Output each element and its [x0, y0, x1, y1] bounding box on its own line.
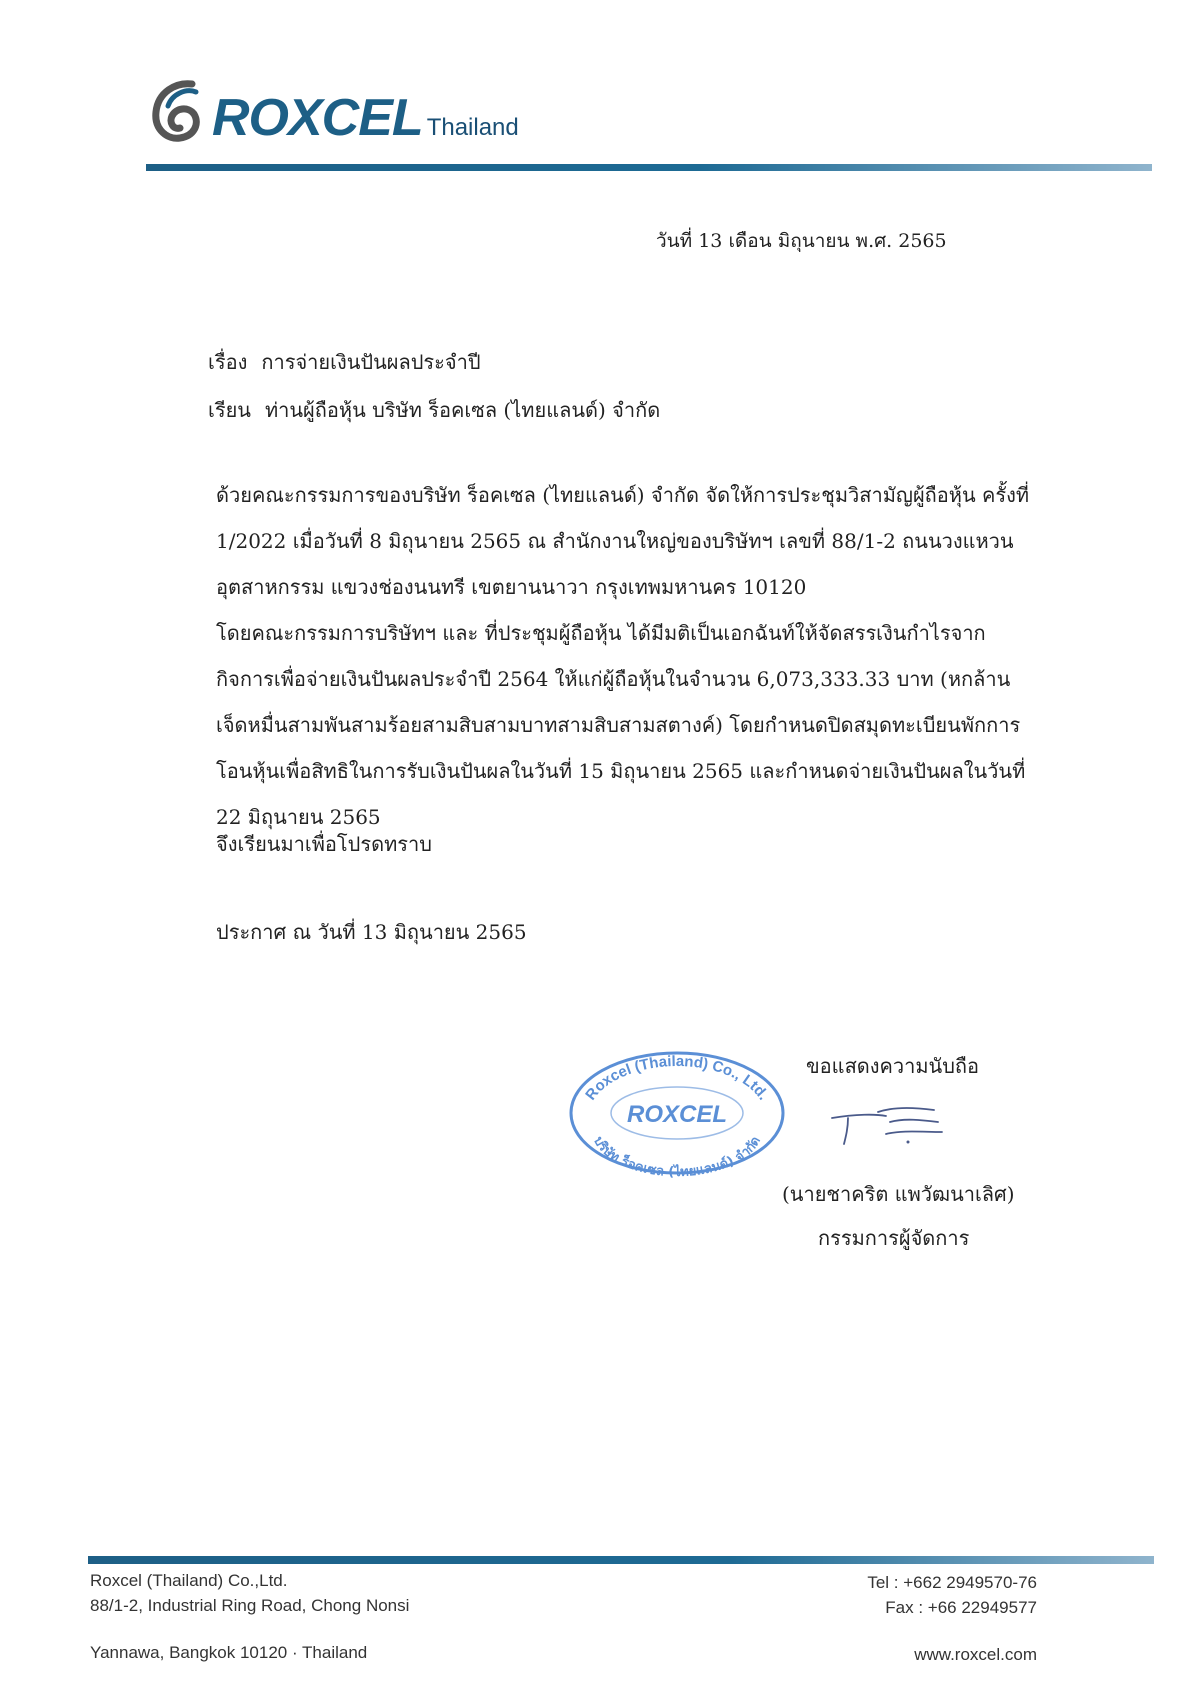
footer-divider [88, 1556, 1154, 1564]
company-logo [148, 74, 519, 147]
announcement-line: ประกาศ ณ วันที่ 13 มิถุนายน 2565 [216, 920, 527, 944]
recipient-text: ท่านผู้ถือหุ้น บริษัท ร็อคเซล (ไทยแลนด์) จำกัด [264, 398, 661, 422]
subject-text: การจ่ายเงินปันผลประจำปี [261, 350, 481, 374]
seal-top-text: Roxcel (Thailand) Co., Ltd. [582, 1052, 773, 1104]
header-divider [146, 164, 1152, 171]
footer-fax: Fax : +66 22949577 [885, 1598, 1037, 1617]
body-paragraph-2: โดยคณะกรรมการบริษัทฯ และ ที่ประชุมผู้ถือหุ้น ได้มีมติเป็นเอกฉันท์ให้จัดสรรเงินกำไรจากกิจการเพื่อจ่ายเงินปันผลประจำปี 2564 ให้แก่ผู้ถือหุ้นในจำนวน 6,073,333.33 บาท (หกล้านเจ็ดหมื่นสามพันสามร้อยสามสิบสามบาทสามสิบสามสตางค์) โดยกำหนดปิดสมุดทะเบียนพักการ โอนหุ้นเพื่อสิทธิในการรับเงินปันผลในวันที่ 15 มิถุนายน 2565 และกำหนดจ่ายเงินปันผลในวันที่ 22 มิถุนายน 2565 [216, 621, 1026, 829]
closing-line: จึงเรียนมาเพื่อโปรดทราบ [216, 832, 432, 856]
letter-body [146, 472, 1036, 840]
recipient-line [208, 400, 660, 420]
recipient-label: เรียน [208, 398, 251, 422]
footer-website-link[interactable]: www.roxcel.com [914, 1645, 1037, 1664]
seal-center-text: ROXCEL [626, 1101, 728, 1128]
body-paragraph-1: ด้วยคณะกรรมการของบริษัท ร็อคเซล (ไทยแลนด์) จำกัด จัดให้การประชุมวิสามัญผู้ถือหุ้น ครั้งที่ 1/2022 เมื่อวันที่ 8 มิถุนายน 2565 ณ สำนักงานใหญ่ของบริษัทฯ เลขที่ 88/1-2 ถนนวงแหวนอุตสาหกรรม แขวงช่องนนทรี เขตยานนาวา กรุงเทพมหานคร 10120 [216, 483, 1030, 599]
signer-name: (นายชาคริต แพวัฒนาเลิศ) [782, 1182, 1015, 1206]
seal-bottom-text: บริษัท ร็อคเซล (ไทยแลนด์) จำกัด [590, 1134, 764, 1178]
roxcel-swirl-icon [148, 78, 206, 144]
svg-text:Roxcel (Thailand) Co., Ltd. [582, 1053, 772, 1103]
regards-text: ขอแสดงความนับถือ [806, 1054, 980, 1078]
letter-date: วันที่ 13 เดือน มิถุนายน พ.ศ. 2565 [656, 230, 947, 252]
subject-line [208, 352, 481, 372]
subject-label: เรื่อง [208, 350, 248, 374]
company-seal [566, 1048, 788, 1178]
handwritten-signature [826, 1100, 956, 1150]
footer-tel: Tel : +662 2949570-76 [867, 1573, 1037, 1592]
footer-company: Roxcel (Thailand) Co.,Ltd. [90, 1571, 288, 1590]
svg-text:บริษัท ร็อคเซล (ไทยแลนด์) จำกั [590, 1134, 764, 1178]
logo-wordmark: ROXCEL [212, 89, 423, 147]
logo-subtitle: Thailand [426, 114, 519, 141]
footer-address-line-2: Yannawa, Bangkok 10120 · Thailand [90, 1643, 368, 1662]
signer-title: กรรมการผู้จัดการ [818, 1226, 970, 1250]
footer-address-line-1: 88/1-2, Industrial Ring Road, Chong Nonsi [90, 1596, 410, 1615]
